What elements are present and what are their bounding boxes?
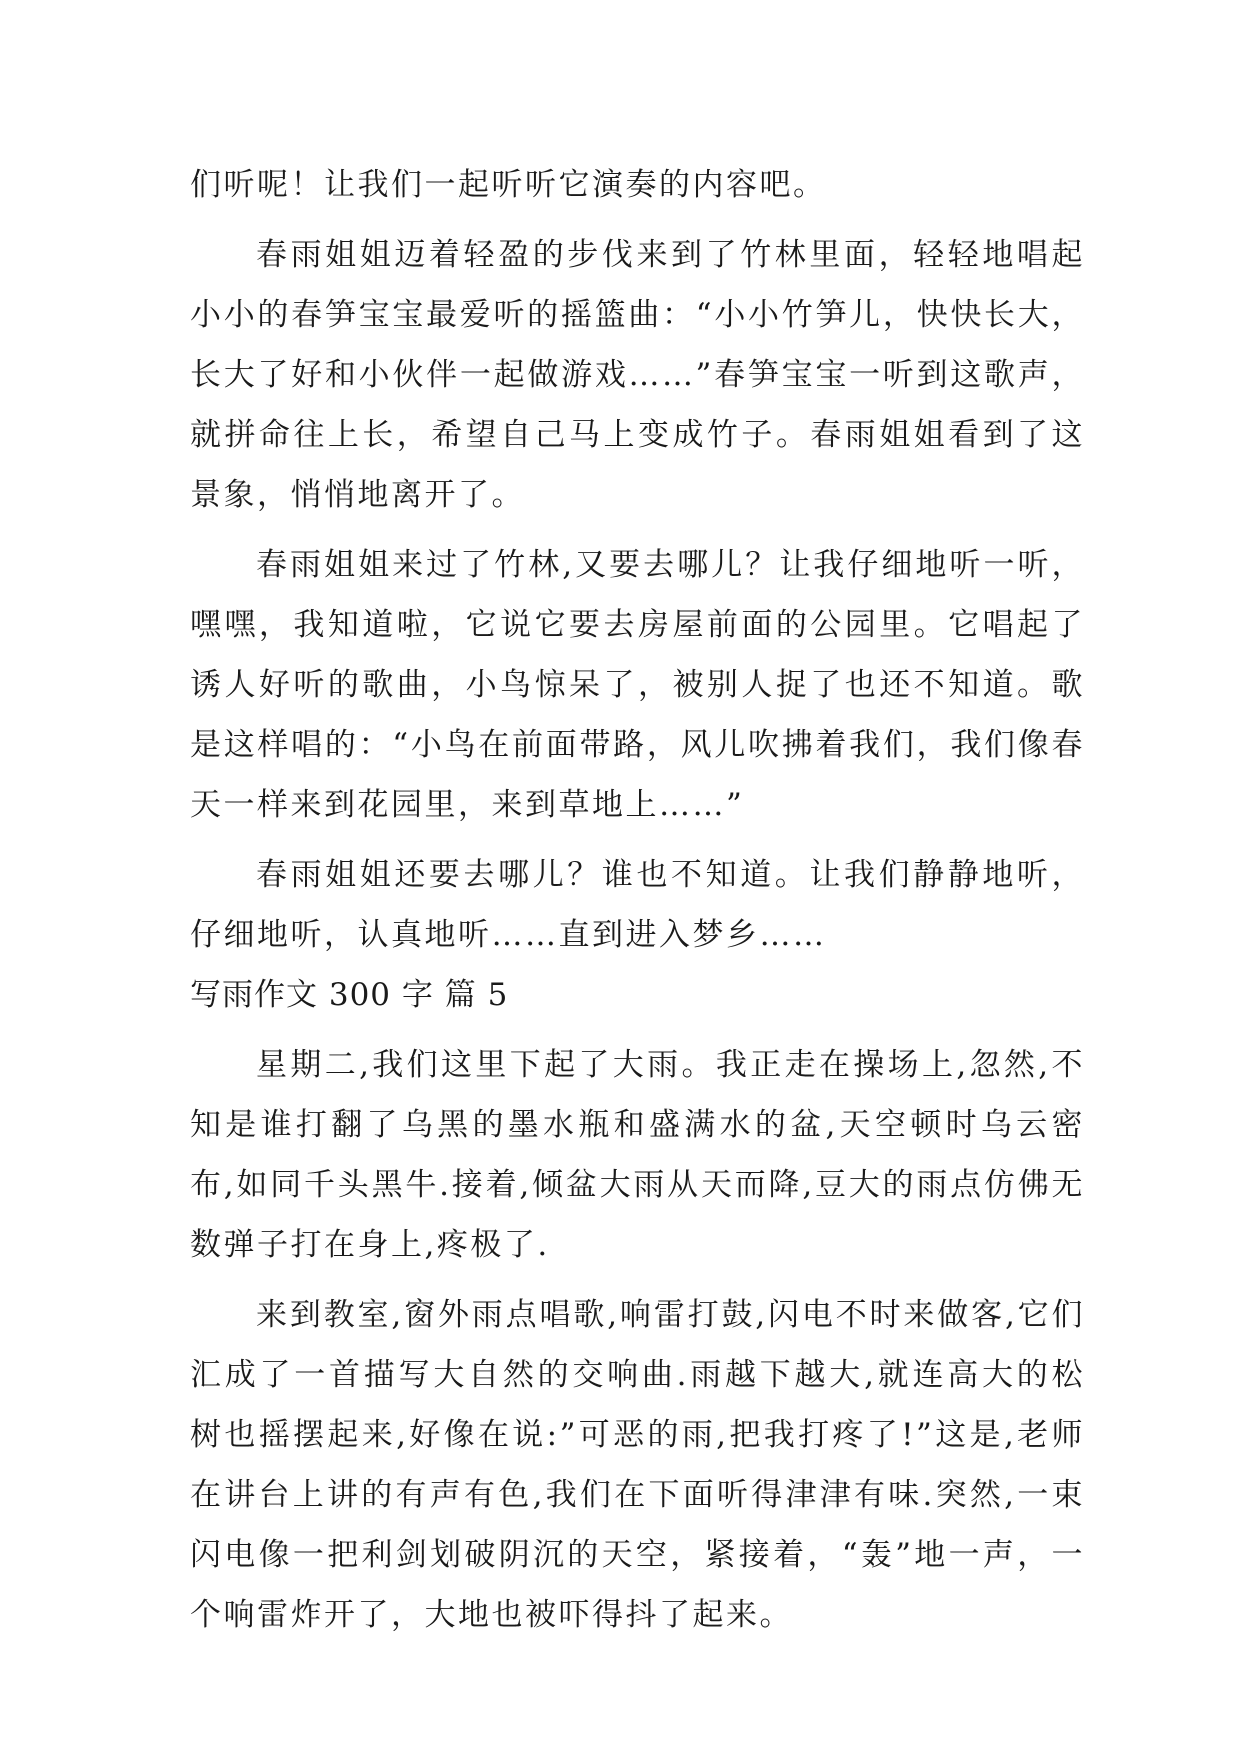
section-heading: 写雨作文 300 字 篇 5 xyxy=(190,977,509,1013)
paragraph-3: 春雨姐姐来过了竹林,又要去哪儿？让我仔细地听一听，嘿嘿，我知道啦，它说它要去房屋前面的公园里。它唱起了诱人好听的歌曲，小鸟惊呆了，被别人捉了也还不知道。歌是这样唱的：“小鸟在前面带路，风儿吹拂着我们，我们像春天一样来到花园里，来到草地上……” xyxy=(190,547,1085,823)
paragraph-1: 们听呢！让我们一起听听它演奏的内容吧。 xyxy=(190,167,827,203)
document-body xyxy=(190,155,1085,1645)
paragraph-5: 星期二,我们这里下起了大雨。我正走在操场上,忽然,不知是谁打翻了乌黑的墨水瓶和盛满水的盆,天空顿时乌云密布,如同千头黑牛.接着,倾盆大雨从天而降,豆大的雨点仿佛无数弹子打在身上,疼极了. xyxy=(190,1047,1085,1263)
paragraph-4: 春雨姐姐还要去哪儿？谁也不知道。让我们静静地听，仔细地听，认真地听……直到进入梦乡…… xyxy=(190,857,1085,953)
paragraph-6: 来到教室,窗外雨点唱歌,响雷打鼓,闪电不时来做客,它们汇成了一首描写大自然的交响曲.雨越下越大,就连高大的松树也摇摆起来,好像在说:”可恶的雨,把我打疼了!”这是,老师在讲台上讲的有声有色,我们在下面听得津津有味.突然,一束闪电像一把利剑划破阴沉的天空，紧接着，“轰”地一声，一个响雷炸开了，大地也被吓得抖了起来。 xyxy=(190,1297,1085,1633)
paragraph-2: 春雨姐姐迈着轻盈的步伐来到了竹林里面，轻轻地唱起小小的春笋宝宝最爱听的摇篮曲：“小小竹笋儿，快快长大，长大了好和小伙伴一起做游戏……”春笋宝宝一听到这歌声，就拼命往上长，希望自己马上变成竹子。春雨姐姐看到了这景象，悄悄地离开了。 xyxy=(190,237,1085,513)
